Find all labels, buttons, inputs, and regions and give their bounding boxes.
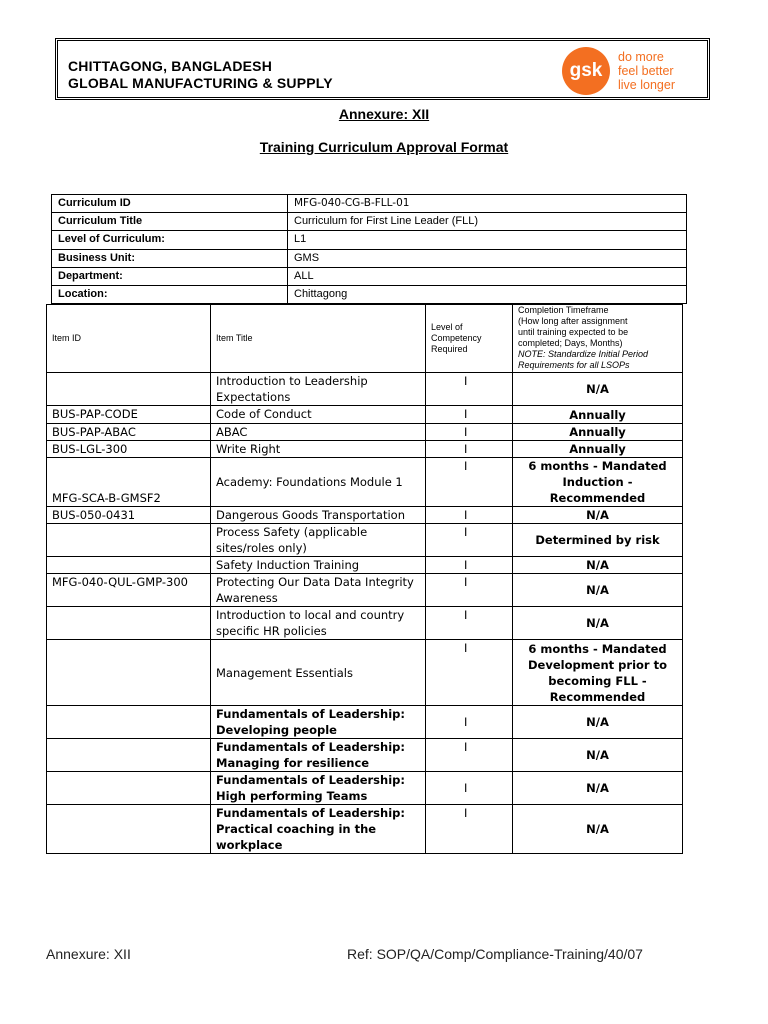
item-title: Fundamentals of Leadership: High performing Teams (211, 772, 426, 805)
meta-label: Curriculum Title (52, 213, 288, 231)
item-timeframe: N/A (513, 373, 683, 406)
table-row (47, 458, 683, 507)
item-id (47, 607, 211, 640)
header-note-line: Requirements for all LSOPs (518, 360, 630, 370)
gsk-tagline (618, 50, 675, 92)
item-title: Introduction to Leadership Expectations (211, 373, 426, 406)
item-title: Safety Induction Training (211, 557, 426, 574)
item-timeframe: N/A (513, 805, 683, 854)
item-level: I (426, 640, 513, 706)
item-timeframe: Annually (513, 424, 683, 441)
table-row (47, 557, 683, 574)
header-item-id: Item ID (47, 305, 211, 373)
table-row (47, 424, 683, 441)
header-item-title: Item Title (211, 305, 426, 373)
header-timeframe-line: Completion Timeframe (518, 305, 609, 315)
table-row (47, 739, 683, 772)
tagline-line: do more (618, 50, 664, 64)
table-row (47, 706, 683, 739)
item-level: I (426, 507, 513, 524)
footer-reference: Ref: SOP/QA/Comp/Compliance-Training/40/07 (347, 946, 643, 962)
item-id (47, 557, 211, 574)
header-timeframe (513, 305, 683, 373)
meta-row (52, 267, 687, 285)
table-row (47, 607, 683, 640)
header-level-line: Competency (431, 333, 482, 343)
item-id (47, 706, 211, 739)
item-id: BUS-PAP-CODE (47, 406, 211, 424)
meta-value: Curriculum for First Line Leader (FLL) (288, 213, 687, 231)
footer-annexure: Annexure: XII (46, 946, 131, 962)
meta-row (52, 195, 687, 213)
item-level: I (426, 607, 513, 640)
item-id: BUS-PAP-ABAC (47, 424, 211, 441)
item-title: Protecting Our Data Data Integrity Awareness (211, 574, 426, 607)
header-timeframe-line: completed; Days, Months) (518, 338, 623, 348)
item-id (47, 772, 211, 805)
item-title: Introduction to local and country specific HR policies (211, 607, 426, 640)
item-id (47, 805, 211, 854)
meta-row (52, 249, 687, 267)
meta-label: Location: (52, 285, 288, 303)
meta-row (52, 213, 687, 231)
item-timeframe: N/A (513, 607, 683, 640)
item-level: I (426, 557, 513, 574)
item-timeframe: Determined by risk (513, 524, 683, 557)
header-timeframe-line: until training expected to be (518, 327, 629, 337)
meta-value: L1 (288, 231, 687, 249)
header-level (426, 305, 513, 373)
item-level: I (426, 424, 513, 441)
meta-value: GMS (288, 249, 687, 267)
curriculum-items-table (46, 304, 683, 854)
tagline-line: feel better (618, 64, 674, 78)
header-note-line: NOTE: Standardize Initial Period (518, 349, 649, 359)
table-row (47, 441, 683, 458)
item-title: Fundamentals of Leadership: Managing for resilience (211, 739, 426, 772)
meta-value: Chittagong (288, 285, 687, 303)
meta-label: Curriculum ID (52, 195, 288, 213)
header-level-line: Required (431, 344, 468, 354)
table-row (47, 772, 683, 805)
item-timeframe: N/A (513, 574, 683, 607)
item-timeframe: N/A (513, 739, 683, 772)
header-level-line: Level of (431, 322, 463, 332)
meta-row (52, 285, 687, 303)
meta-label: Department: (52, 267, 288, 285)
item-level: I (426, 524, 513, 557)
item-level: I (426, 458, 513, 507)
meta-label: Business Unit: (52, 249, 288, 267)
item-timeframe: 6 months - Mandated Induction - Recommended (513, 458, 683, 507)
header-division: GLOBAL MANUFACTURING & SUPPLY (68, 75, 333, 91)
item-level: I (426, 706, 513, 739)
item-title: Process Safety (applicable sites/roles only) (211, 524, 426, 557)
header-text (68, 58, 333, 92)
item-timeframe: N/A (513, 772, 683, 805)
table-row (47, 507, 683, 524)
item-id (47, 739, 211, 772)
table-row (47, 524, 683, 557)
table-row (47, 640, 683, 706)
item-timeframe: 6 months - Mandated Development prior to becoming FLL - Recommended (513, 640, 683, 706)
header-timeframe-line: (How long after assignment (518, 316, 628, 326)
meta-value: ALL (288, 267, 687, 285)
item-title: Management Essentials (211, 640, 426, 706)
item-title: Write Right (211, 441, 426, 458)
header-location: CHITTAGONG, BANGLADESH (68, 58, 273, 74)
item-title: Code of Conduct (211, 406, 426, 424)
gsk-logo (562, 47, 697, 95)
item-level: I (426, 739, 513, 772)
item-level: I (426, 805, 513, 854)
item-level: I (426, 441, 513, 458)
curriculum-meta-table (51, 194, 687, 304)
table-row (47, 373, 683, 406)
table-row (47, 406, 683, 424)
item-level: I (426, 574, 513, 607)
item-timeframe: Annually (513, 441, 683, 458)
format-title: Training Curriculum Approval Format (259, 139, 509, 155)
item-title: Fundamentals of Leadership: Developing people (211, 706, 426, 739)
item-timeframe: N/A (513, 557, 683, 574)
item-id: MFG-SCA-B-GMSF2 (47, 458, 211, 507)
item-title: Dangerous Goods Transportation (211, 507, 426, 524)
meta-row (52, 231, 687, 249)
item-title: Fundamentals of Leadership: Practical coaching in the workplace (211, 805, 426, 854)
item-id (47, 373, 211, 406)
item-id: MFG-040-QUL-GMP-300 (47, 574, 211, 607)
document-header (55, 38, 710, 100)
item-id (47, 524, 211, 557)
item-timeframe: Annually (513, 406, 683, 424)
item-level: I (426, 772, 513, 805)
tagline-line: live longer (618, 78, 675, 92)
item-level: I (426, 373, 513, 406)
item-title: ABAC (211, 424, 426, 441)
item-title: Academy: Foundations Module 1 (211, 458, 426, 507)
item-id: BUS-050-0431 (47, 507, 211, 524)
item-timeframe: N/A (513, 706, 683, 739)
meta-label: Level of Curriculum: (52, 231, 288, 249)
item-id (47, 640, 211, 706)
table-row (47, 805, 683, 854)
item-timeframe: N/A (513, 507, 683, 524)
items-header-row (47, 305, 683, 373)
item-level: I (426, 406, 513, 424)
meta-value: MFG-040-CG-B-FLL-01 (288, 195, 687, 213)
table-row (47, 574, 683, 607)
item-id: BUS-LGL-300 (47, 441, 211, 458)
annexure-title: Annexure: XII (338, 106, 430, 122)
gsk-logo-mark: gsk (562, 47, 610, 95)
